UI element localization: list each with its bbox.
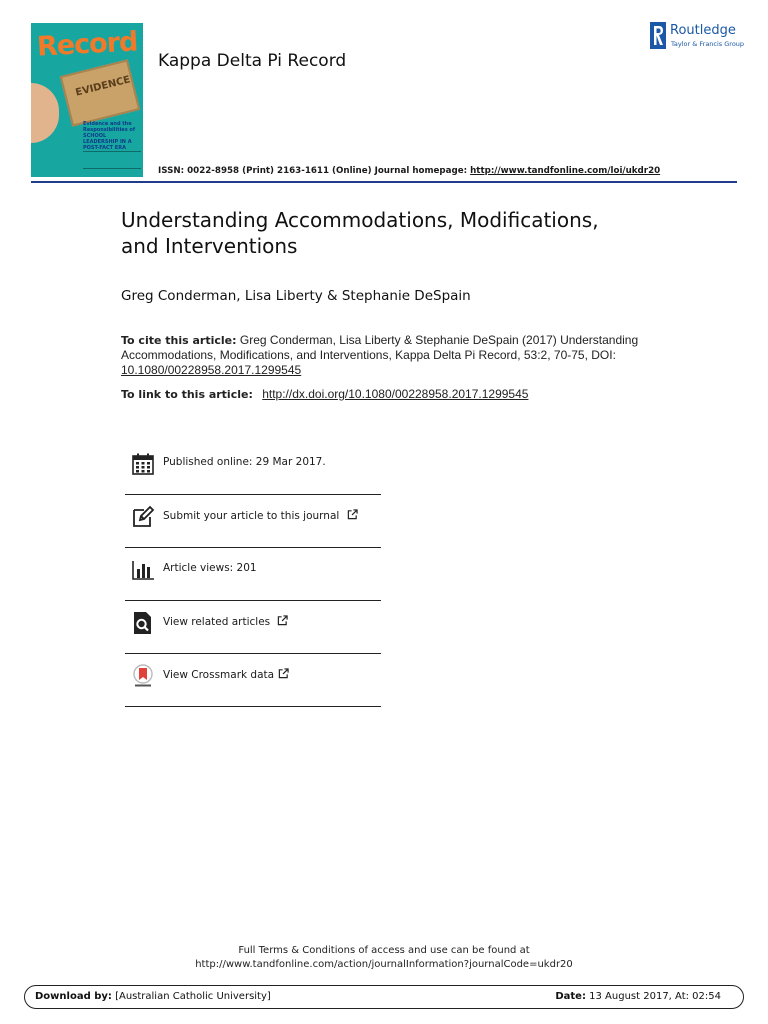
citation-text: Greg Conderman, Lisa Liberty & Stephanie DeSpain (2017) Understanding Accommodations, Modifications, and Interventions, Kappa Delta Pi Record, 53:2, 70-75, DOI: [121, 333, 639, 362]
cover-subtitle: Evidence and the Responsibilities of SCHOOL LEADERSHIP IN A POST-FACT ERA [83, 121, 136, 151]
terms-notice [0, 944, 768, 972]
search-document-icon [131, 611, 155, 635]
publisher-name: Routledge [670, 23, 736, 38]
citation-block [121, 333, 681, 378]
header-divider [31, 181, 737, 183]
cover-hand-graphic [31, 83, 59, 143]
related-articles-row[interactable] [125, 601, 381, 654]
crossmark-icon [131, 664, 155, 688]
cover-fine-print [83, 151, 141, 169]
article-authors: Greg Conderman, Lisa Liberty & Stephanie DeSpain [121, 288, 471, 304]
published-online-row [125, 442, 381, 495]
download-label: Download by: [35, 991, 112, 1002]
date-value: 13 August 2017, At: 02:54 [589, 991, 721, 1002]
citation-doi-link[interactable]: 10.1080/00228958.2017.1299545 [121, 363, 302, 377]
publisher-subtitle: Taylor & Francis Group [671, 40, 745, 48]
article-title-line-2: and Interventions [121, 234, 298, 258]
download-date [555, 991, 721, 1002]
article-views-text: Article views: 201 [163, 562, 257, 574]
external-link-icon [278, 668, 289, 679]
link-label: To link to this article: [121, 388, 253, 401]
publisher-logo [650, 22, 745, 52]
article-metrics-list [125, 442, 381, 707]
article-views-row [125, 548, 381, 601]
external-link-icon [277, 615, 288, 626]
submit-article-label: Submit your article to this journal [163, 510, 340, 522]
terms-line-1: Full Terms & Conditions of access and use can be found at [238, 945, 530, 956]
submit-article-row[interactable] [125, 495, 381, 548]
edit-icon [131, 505, 155, 529]
terms-url-link[interactable]: http://www.tandfonline.com/action/journalInformation?journalCode=ukdr20 [195, 959, 573, 970]
crossmark-row[interactable] [125, 654, 381, 707]
download-value: [Australian Catholic University] [115, 991, 271, 1002]
related-articles-link[interactable] [163, 615, 288, 628]
issn-text: ISSN: 0022-8958 (Print) 2163-1611 (Online) Journal homepage: [158, 166, 468, 176]
bar-chart-icon [131, 558, 155, 582]
journal-title: Kappa Delta Pi Record [158, 51, 347, 71]
cover-masthead: Record [36, 26, 139, 63]
cover-box-label: EVIDENCE [74, 74, 132, 99]
journal-cover-image [31, 23, 143, 177]
issn-line [158, 166, 660, 176]
submit-article-link[interactable] [163, 509, 358, 522]
article-title-line-1: Understanding Accommodations, Modifications, [121, 208, 599, 232]
download-by [35, 991, 271, 1002]
article-link-line [121, 387, 681, 401]
published-online-text: Published online: 29 Mar 2017. [163, 456, 326, 468]
journal-homepage-link[interactable]: http://www.tandfonline.com/loi/ukdr20 [470, 166, 661, 176]
date-label: Date: [555, 991, 586, 1002]
crossmark-label: View Crossmark data [163, 669, 275, 681]
routledge-r-icon [650, 22, 666, 49]
related-articles-label: View related articles [163, 616, 271, 628]
article-doi-url-link[interactable]: http://dx.doi.org/10.1080/00228958.2017.1299545 [262, 387, 529, 401]
crossmark-link[interactable] [163, 668, 289, 681]
calendar-icon [131, 452, 155, 476]
citation-label: To cite this article: [121, 334, 237, 347]
cover-box-graphic [60, 59, 141, 126]
download-info-bar [24, 985, 744, 1009]
article-title [121, 207, 681, 259]
external-link-icon [347, 509, 358, 520]
